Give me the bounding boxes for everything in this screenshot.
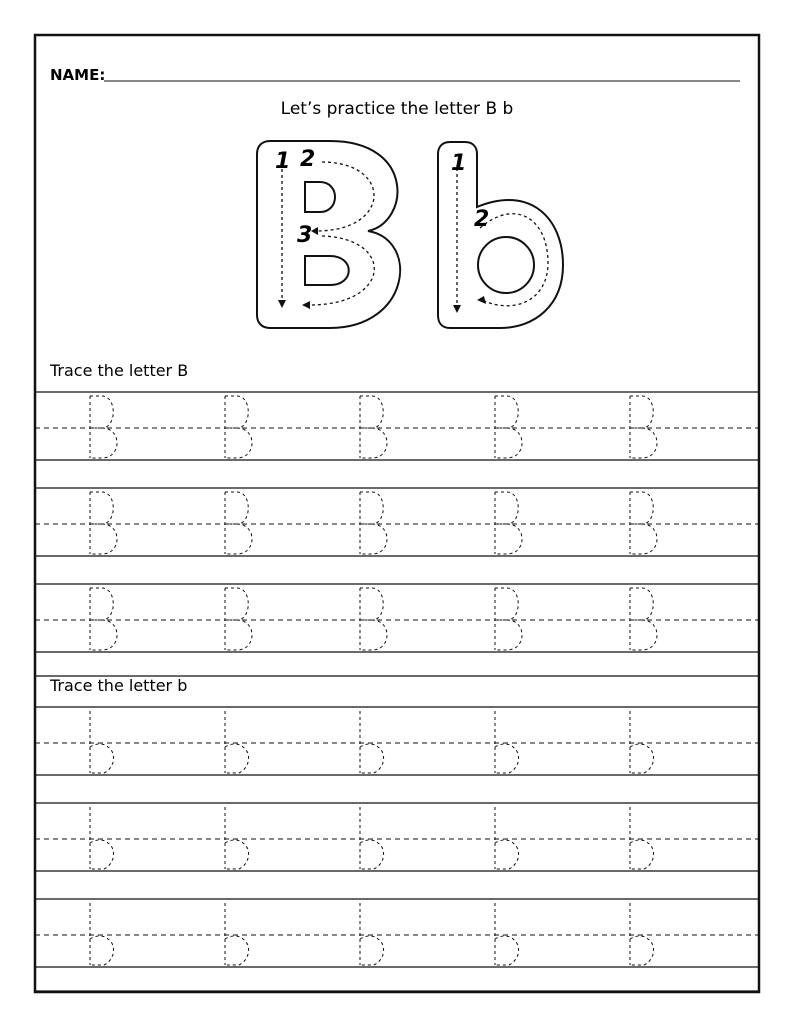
- tracing-row[interactable]: [35, 584, 759, 652]
- traceable-uppercase-b: [90, 396, 117, 458]
- traceable-uppercase-b: [495, 396, 522, 458]
- uppercase-b-stroke-1-arrow: [278, 300, 286, 308]
- traceable-lowercase-b: [90, 807, 114, 869]
- model-letter-uppercase: [257, 141, 400, 328]
- traceable-lowercase-b: [630, 903, 654, 965]
- traceable-uppercase-b: [360, 588, 387, 650]
- uppercase-b-stroke-number-3: 3: [297, 223, 313, 248]
- uppercase-b-stroke-2-guide: [318, 162, 374, 231]
- page-border: [35, 35, 759, 992]
- uppercase-b-upper-hole: [305, 182, 335, 212]
- traceable-lowercase-b: [360, 903, 384, 965]
- lowercase-b-stroke-number-2: 2: [474, 207, 490, 232]
- traceable-lowercase-b: [495, 903, 519, 965]
- traceable-uppercase-b: [495, 588, 522, 650]
- traceable-lowercase-b: [225, 711, 249, 773]
- traceable-uppercase-b: [360, 396, 387, 458]
- traceable-lowercase-b: [90, 903, 114, 965]
- tracing-row[interactable]: [35, 707, 759, 775]
- tracing-rows-lowercase[interactable]: [35, 707, 759, 991]
- section-heading-lowercase: Trace the letter b: [50, 676, 188, 695]
- traceable-lowercase-b: [360, 711, 384, 773]
- traceable-lowercase-b: [225, 807, 249, 869]
- tracing-row[interactable]: [35, 392, 759, 460]
- traceable-lowercase-b: [495, 807, 519, 869]
- uppercase-b-lower-hole: [305, 256, 349, 285]
- lowercase-b-bowl-hole: [478, 237, 534, 293]
- tracing-rows-uppercase[interactable]: [35, 392, 759, 676]
- lowercase-b-stroke-1-arrow: [453, 305, 461, 313]
- traceable-uppercase-b: [495, 492, 522, 554]
- uppercase-b-stroke-number-2: 2: [300, 147, 316, 172]
- traceable-uppercase-b: [225, 492, 252, 554]
- traceable-lowercase-b: [630, 711, 654, 773]
- traceable-uppercase-b: [90, 492, 117, 554]
- model-letter-lowercase: [438, 142, 563, 328]
- page-title: Let’s practice the letter B b: [280, 99, 514, 119]
- tracing-row[interactable]: [35, 899, 759, 967]
- traceable-uppercase-b: [630, 588, 657, 650]
- uppercase-b-stroke-3-guide: [310, 236, 374, 305]
- traceable-uppercase-b: [225, 588, 252, 650]
- traceable-uppercase-b: [630, 396, 657, 458]
- traceable-lowercase-b: [225, 903, 249, 965]
- traceable-uppercase-b: [90, 588, 117, 650]
- traceable-uppercase-b: [630, 492, 657, 554]
- tracing-row[interactable]: [35, 803, 759, 871]
- tracing-row[interactable]: [35, 488, 759, 556]
- traceable-lowercase-b: [360, 807, 384, 869]
- traceable-lowercase-b: [495, 711, 519, 773]
- lowercase-b-stroke-2-arrow: [477, 296, 486, 304]
- traceable-uppercase-b: [225, 396, 252, 458]
- traceable-lowercase-b: [630, 807, 654, 869]
- traceable-uppercase-b: [360, 492, 387, 554]
- name-label: NAME:: [50, 66, 106, 84]
- traceable-lowercase-b: [90, 711, 114, 773]
- uppercase-b-stroke-3-arrow: [302, 301, 310, 309]
- section-heading-uppercase: Trace the letter B: [50, 361, 189, 380]
- lowercase-b-stroke-number-1: 1: [451, 151, 467, 176]
- uppercase-b-stroke-number-1: 1: [275, 149, 291, 174]
